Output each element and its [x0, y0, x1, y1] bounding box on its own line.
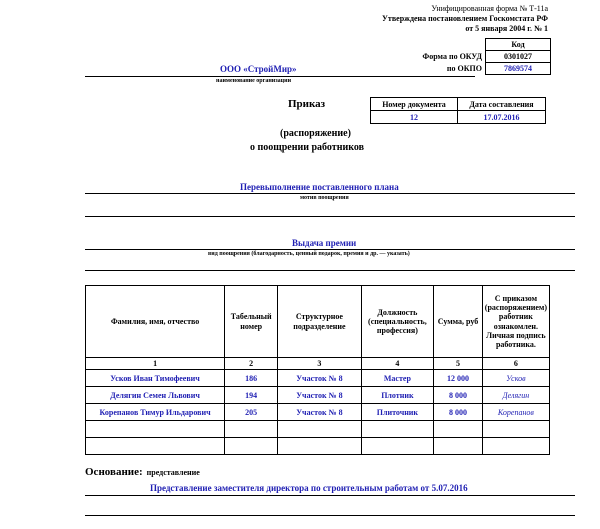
motive-line	[85, 193, 575, 194]
organization-name: ООО «СтройМир»	[220, 64, 297, 74]
document-number: 12	[371, 111, 458, 124]
column-number-6: 6	[482, 358, 549, 370]
organization-line	[85, 76, 475, 77]
empty-cell	[225, 438, 278, 455]
header-department: Структурное подразделение	[278, 286, 361, 358]
form-header-line2: Утверждена постановлением Госкомстата РФ	[382, 14, 548, 23]
okpo-label: по ОКПО	[446, 64, 482, 73]
column-number-5: 5	[434, 358, 483, 370]
employee-name: Корепанов Тимур Ильдарович	[86, 404, 225, 421]
form-header-line3: от 5 января 2004 г. № 1	[465, 24, 548, 33]
okpo-value: 7869574	[486, 63, 551, 75]
motive-caption: мотив поощрения	[300, 195, 349, 201]
code-label: Код	[486, 39, 551, 51]
empty-cell	[86, 421, 225, 438]
empty-cell	[482, 421, 549, 438]
column-number-4: 4	[361, 358, 434, 370]
table-header-row	[86, 286, 550, 358]
motive-value: Перевыполнение поставленного плана	[240, 182, 399, 192]
employee-signature: Делягин	[482, 387, 549, 404]
empty-cell	[434, 421, 483, 438]
employee-position: Плиточник	[361, 404, 434, 421]
okud-label: Форма по ОКУД	[422, 52, 482, 61]
employee-sum: 8 000	[434, 387, 483, 404]
basis-line	[85, 495, 575, 496]
header-tab-number: Табельный номер	[225, 286, 278, 358]
employee-signature: Корепанов	[482, 404, 549, 421]
reward-extra-line	[85, 270, 575, 271]
reward-value: Выдача премии	[292, 238, 357, 248]
employee-signature: Усков	[482, 370, 549, 387]
column-number-3: 3	[278, 358, 361, 370]
empty-cell	[361, 438, 434, 455]
employee-department: Участок № 8	[278, 370, 361, 387]
motive-extra-line	[85, 216, 575, 217]
empty-cell	[482, 438, 549, 455]
table-number-row	[86, 358, 550, 370]
column-number-2: 2	[225, 358, 278, 370]
empty-cell	[361, 421, 434, 438]
empty-cell	[278, 438, 361, 455]
form-header-line1: Унифицированная форма № Т-11а	[431, 4, 548, 13]
document-date-header: Дата составления	[458, 98, 546, 111]
header-signature: С приказом (распоряжением) работник ознакомлен. Личная подпись работника.	[482, 286, 549, 358]
employee-tab-number: 205	[225, 404, 278, 421]
code-box-spacer	[380, 39, 486, 51]
employee-name: Усков Иван Тимофеевич	[86, 370, 225, 387]
basis-value: Представление заместителя директора по строительным работам от 5.07.2016	[150, 483, 468, 493]
employee-sum: 12 000	[434, 370, 483, 387]
basis-block	[85, 462, 200, 480]
empty-cell	[278, 421, 361, 438]
table-row	[86, 387, 550, 404]
document-number-header: Номер документа	[371, 98, 458, 111]
employee-position: Мастер	[361, 370, 434, 387]
employee-position: Плотник	[361, 387, 434, 404]
employee-department: Участок № 8	[278, 404, 361, 421]
document-subtitle-2: о поощрении работников	[250, 142, 365, 153]
table-row	[86, 370, 550, 387]
employee-department: Участок № 8	[278, 387, 361, 404]
table-row	[86, 404, 550, 421]
reward-line	[85, 249, 575, 250]
employee-tab-number: 194	[225, 387, 278, 404]
empty-cell	[86, 438, 225, 455]
document-number-box	[370, 97, 546, 124]
header-full-name: Фамилия, имя, отчество	[86, 286, 225, 358]
table-row-empty	[86, 421, 550, 438]
employees-table	[85, 285, 550, 455]
employee-sum: 8 000	[434, 404, 483, 421]
document-title: Приказ	[288, 98, 326, 110]
basis-extra-line	[85, 515, 575, 516]
employee-name: Делягин Семен Львович	[86, 387, 225, 404]
document-subtitle-1: (распоряжение)	[280, 128, 351, 139]
basis-sublabel: представление	[146, 468, 200, 477]
header-sum: Сумма, руб	[434, 286, 483, 358]
empty-cell	[434, 438, 483, 455]
organization-caption: наименование организации	[216, 78, 292, 84]
document-date: 17.07.2016	[458, 111, 546, 124]
code-box	[380, 38, 551, 75]
table-row-empty	[86, 438, 550, 455]
okud-value: 0301027	[486, 51, 551, 63]
empty-cell	[225, 421, 278, 438]
reward-caption: вид поощрения (благодарность, ценный подарок, премия и др. — указать)	[208, 251, 410, 257]
employee-tab-number: 186	[225, 370, 278, 387]
basis-label: Основание:	[85, 466, 143, 478]
header-position: Должность (специальность, профессия)	[361, 286, 434, 358]
column-number-1: 1	[86, 358, 225, 370]
